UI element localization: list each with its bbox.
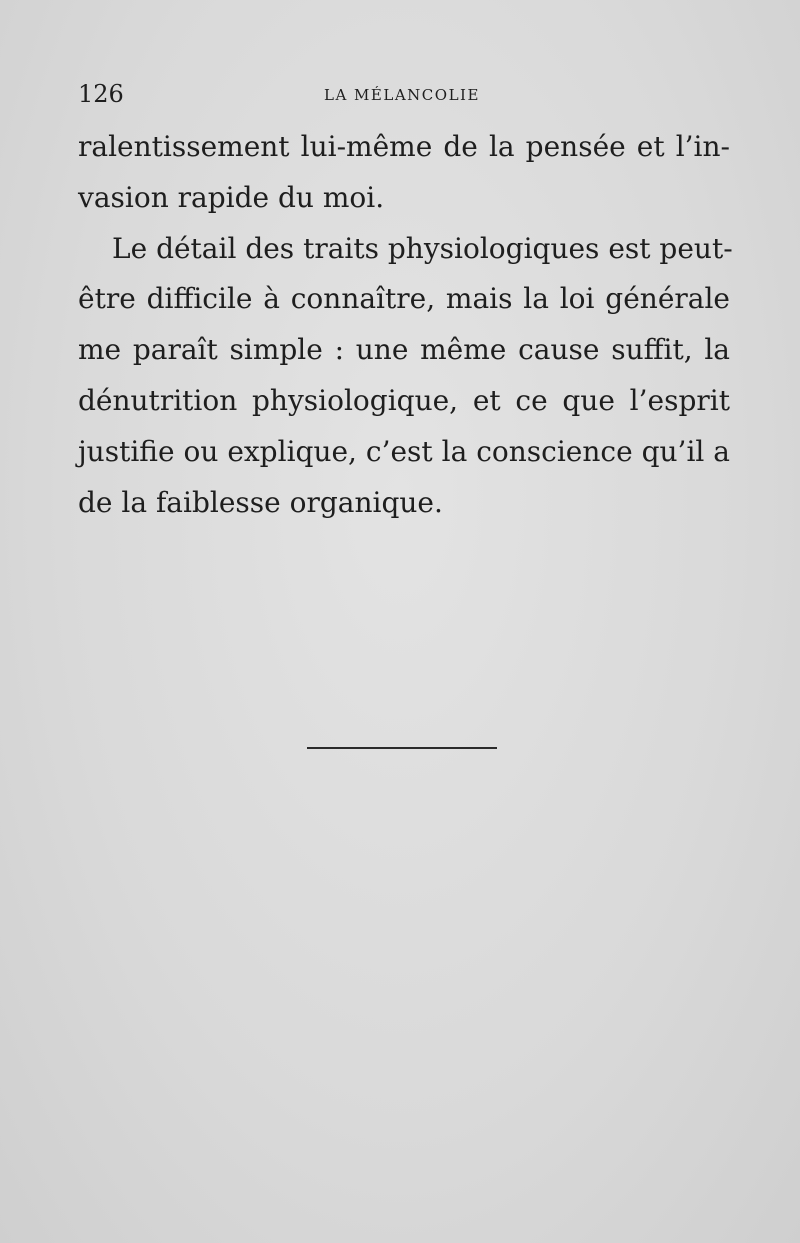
text-line: dénutrition physiologique, et ce que l’esprit (78, 383, 730, 417)
text-line: justifie ou explique, c’est la conscience qu’il a (78, 434, 730, 468)
text-line: être difficile à connaître, mais la loi générale (78, 282, 730, 316)
paragraph (78, 122, 730, 224)
running-title: LA MÉLANCOLIE (324, 86, 480, 104)
running-head (78, 80, 728, 110)
text-line: de la faiblesse organique. (78, 485, 443, 519)
body-text (78, 122, 733, 528)
text-line: ralentissement lui-même de la pensée et l’in- (78, 130, 730, 163)
text-line: Le détail des traits physiologiques est peut- (112, 231, 733, 265)
text-line: me paraît simple : une même cause suffit, la (78, 333, 730, 367)
page-number: 126 (78, 80, 124, 108)
text-line: vasion rapide du moi. (78, 180, 385, 214)
paragraph (78, 224, 733, 529)
section-end-rule (307, 747, 497, 749)
